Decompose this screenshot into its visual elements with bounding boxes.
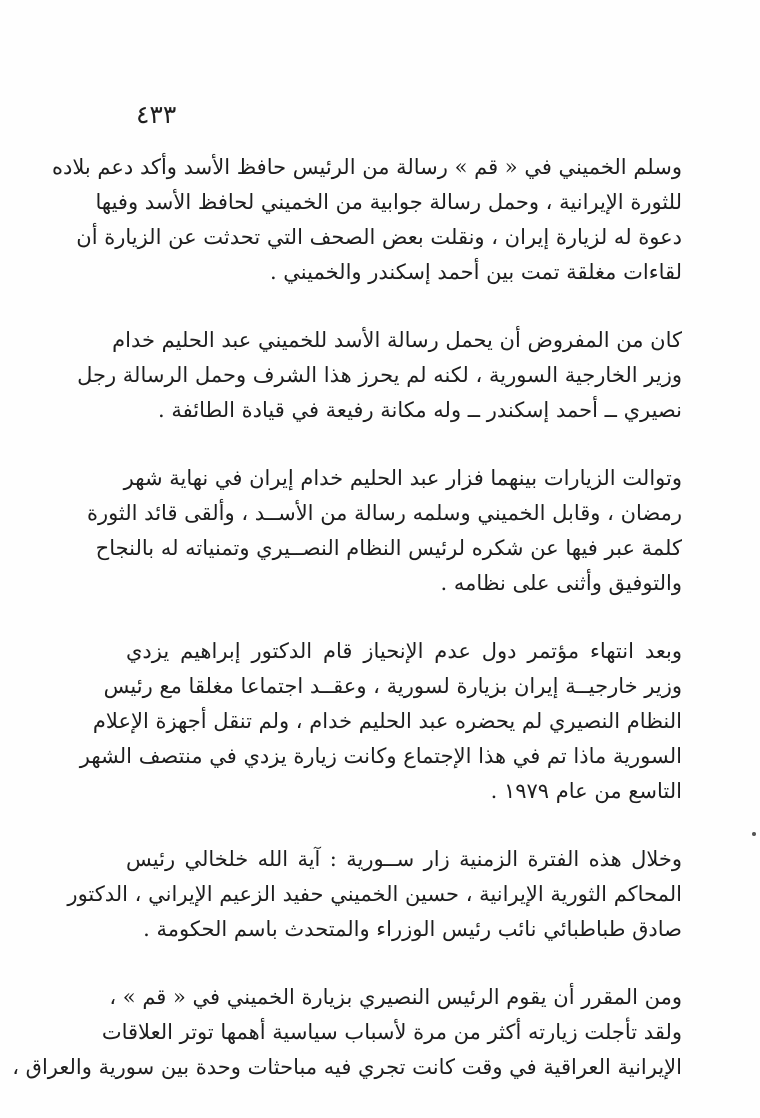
text-line: للثورة الإيرانية ، وحمل رسالة جوابية من الخميني لحافظ الأسد وفيها (95, 190, 682, 214)
text-line: دعوة له لزيارة إيران ، ونقلت بعض الصحف التي تحدثت عن الزيارة أن (76, 225, 682, 249)
margin-speck (752, 832, 756, 836)
body-text (12, 150, 682, 1085)
text-line: لقاءات مغلقة تمت بين أحمد إسكندر والخميني . (269, 260, 682, 284)
text-line: كان من المفروض أن يحمل رسالة الأسد للخميني عبد الحليم خدام (112, 328, 682, 352)
text-line: وتوالت الزيارات بينهما فزار عبد الحليم خدام إيران في نهاية شهر (123, 466, 682, 490)
text-line: وزير خارجيــة إيران بزيارة لسورية ، وعقــد اجتماعا مغلقا مع رئيس (103, 674, 682, 698)
paragraph (77, 323, 682, 428)
text-line: التاسع من عام ١٩٧٩ . (490, 779, 682, 803)
text-line: وخلال هذه الفترة الزمنية زار ســورية : آية الله خلخالي رئيس (126, 847, 682, 871)
text-line: وسلم الخميني في « قم » رسالة من الرئيس حافظ الأسد وأكد دعم بلاده (52, 155, 682, 179)
text-line: كلمة عبر فيها عن شكره لرئيس النظام النصــيري وتمنياته له بالنجاح (95, 536, 682, 560)
text-line: رمضان ، وقابل الخميني وسلمه رسالة من الأســد ، وألقى قائد الثورة (86, 501, 682, 525)
paragraph (67, 842, 682, 947)
text-line: ولقد تأجلت زيارته أكثر من مرة لأسباب سياسية أهمها توتر العلاقات (101, 1020, 682, 1044)
paragraph (52, 150, 682, 290)
text-line: وبعد انتهاء مؤتمر دول عدم الإنحياز قام الدكتور إبراهيم يزدي (126, 639, 682, 663)
paragraph-gap (126, 601, 682, 634)
paragraph (79, 634, 682, 809)
paragraph-gap (126, 947, 682, 980)
text-line: وزير الخارجية السورية ، لكنه لم يحرز هذا الشرف وحمل الرسالة رجل (77, 363, 682, 387)
text-line: المحاكم الثورية الإيرانية ، حسين الخميني حفيد الزعيم الإيراني ، الدكتور (67, 882, 682, 906)
text-line: ومن المقرر أن يقوم الرئيس النصيري بزيارة الخميني في « قم » ، (109, 985, 682, 1009)
page-number: ٤٣٣ (136, 100, 177, 129)
paragraph-gap (126, 290, 682, 323)
paragraph-gap (126, 809, 682, 842)
text-line: النظام النصيري لم يحضره عبد الحليم خدام ، ولم تنقل أجهزة الإعلام (92, 709, 682, 733)
text-line: الإيرانية العراقية في وقت كانت تجري فيه مباحثات وحدة بين سورية والعراق ، (12, 1055, 682, 1079)
paragraph-gap (126, 428, 682, 461)
paragraph (86, 461, 682, 601)
paragraph (12, 980, 682, 1085)
text-line: السورية ماذا تم في هذا الإجتماع وكانت زيارة يزدي في منتصف الشهر (79, 744, 682, 768)
text-line: صادق طباطبائي نائب رئيس الوزراء والمتحدث باسم الحكومة . (143, 917, 682, 941)
text-line: نصيري ــ أحمد إسكندر ــ وله مكانة رفيعة في قيادة الطائفة . (158, 398, 682, 422)
text-line: والتوفيق وأثنى على نظامه . (440, 571, 682, 595)
